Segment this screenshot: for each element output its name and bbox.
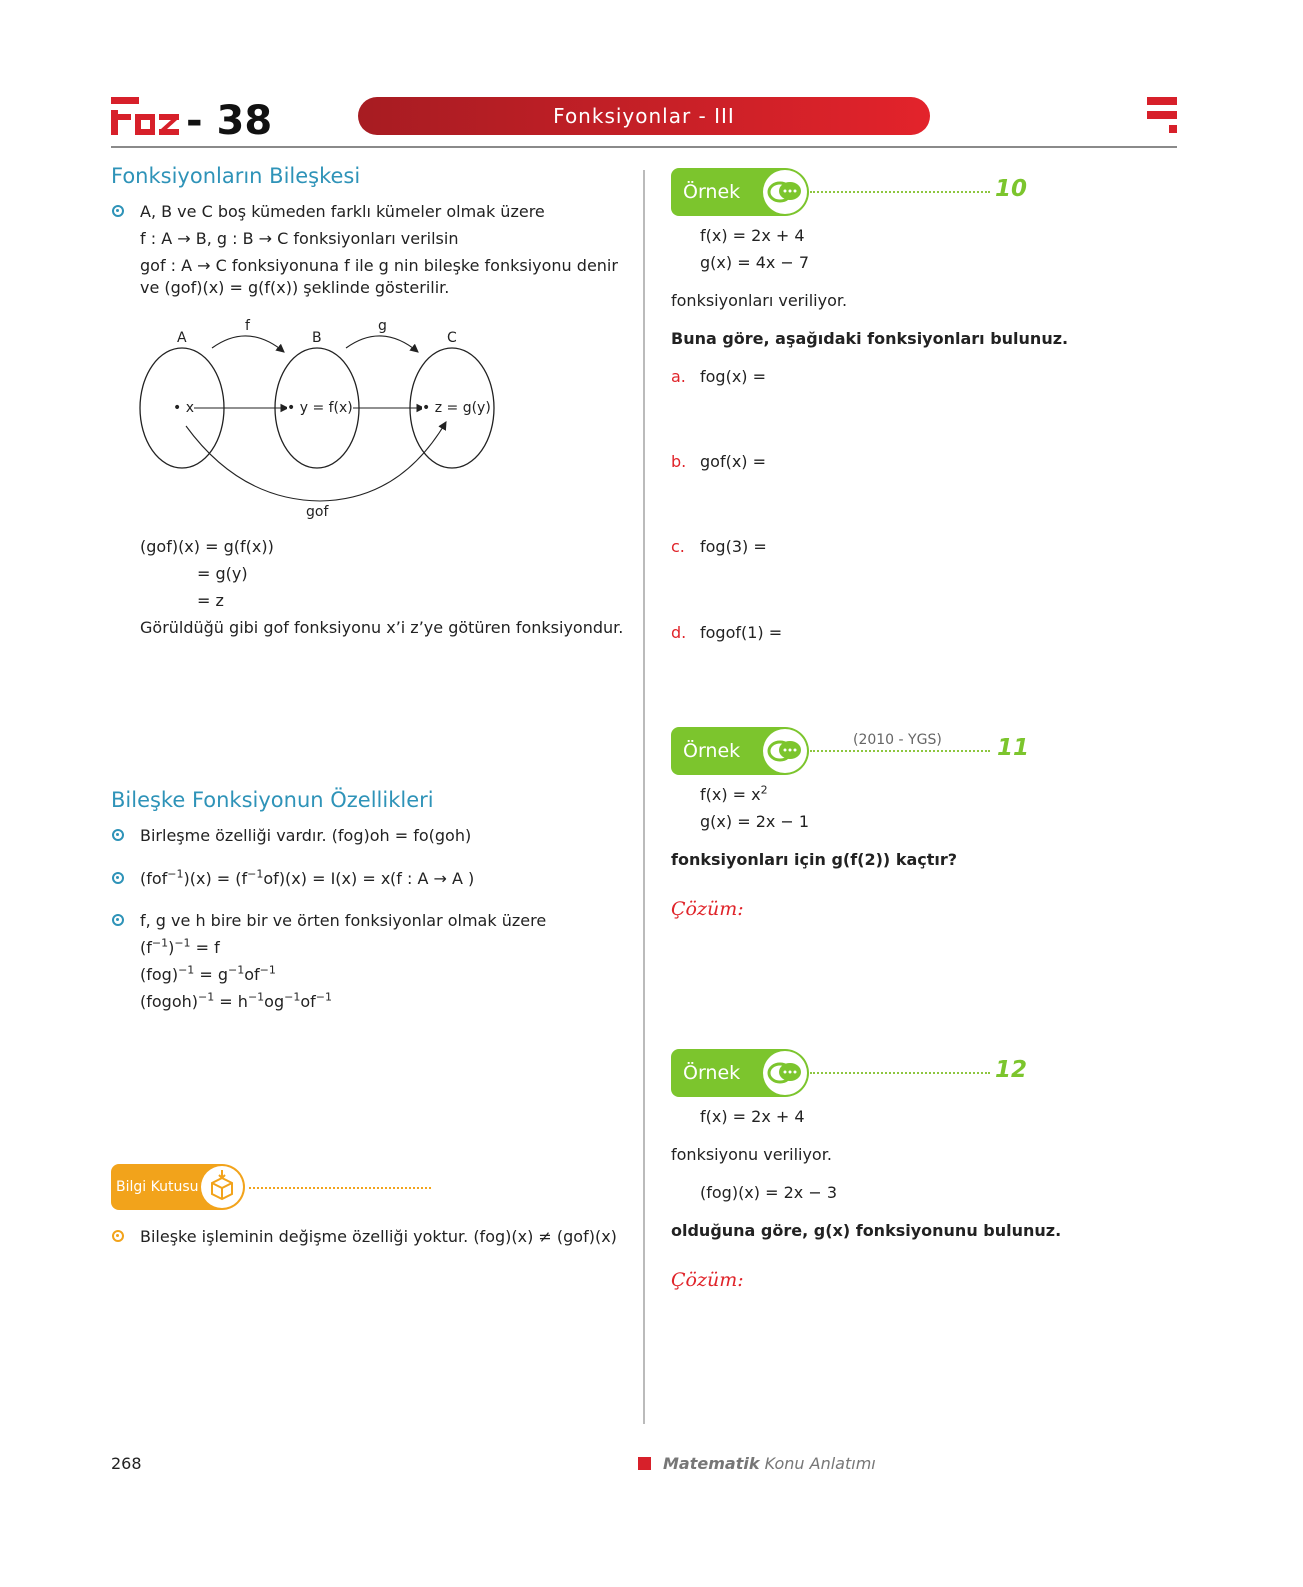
conclusion-text: Görüldüğü gibi gof fonksiyonu x’i z’ye götüren fonksiyondur. bbox=[140, 618, 624, 637]
equation-1: (gof)(x) = g(f(x)) bbox=[140, 537, 274, 556]
text-part: )(x) = (f bbox=[183, 869, 248, 888]
ex11-f bbox=[700, 785, 768, 805]
diagram-label-c: C bbox=[447, 330, 457, 346]
ex12-f: f(x) = 2x + 4 bbox=[700, 1107, 805, 1126]
property-bijective: f, g ve h bire bir ve örten fonksiyonlar olmak üzere bbox=[140, 911, 547, 930]
superscript: −1 bbox=[167, 867, 184, 881]
text-part: of bbox=[244, 965, 260, 984]
example-12-badge bbox=[671, 1049, 809, 1097]
ex12-solution-label: Çözüm: bbox=[671, 1269, 744, 1291]
speech-bubbles-icon bbox=[763, 1051, 807, 1095]
intro-line-3: gof : A → C fonksiyonuna f ile g nin bileşke fonksiyonu denir bbox=[140, 256, 618, 275]
ex12-equation: (fog)(x) = 2x − 3 bbox=[700, 1183, 837, 1202]
chapter-title-bar bbox=[358, 97, 930, 135]
ex10-item-b-letter: b. bbox=[671, 452, 687, 471]
ex10-item-c-text: fog(3) = bbox=[700, 537, 767, 556]
example-11-dotline bbox=[810, 750, 990, 752]
info-text: Bileşke işleminin değişme özelliği yoktur. (fog)(x) ≠ (gof)(x) bbox=[140, 1227, 617, 1246]
example-label: Örnek bbox=[683, 1062, 741, 1084]
ex10-given: fonksiyonları veriliyor. bbox=[671, 291, 848, 310]
example-11-number: 11 bbox=[997, 735, 1030, 761]
superscript: 2 bbox=[760, 783, 768, 797]
superscript: −1 bbox=[259, 963, 276, 977]
text-part: = g bbox=[194, 965, 229, 984]
equation-3: = z bbox=[197, 591, 224, 610]
superscript: −1 bbox=[178, 963, 195, 977]
text-part: of)(x) = I(x) = x bbox=[263, 869, 391, 888]
example-10-badge bbox=[671, 168, 809, 216]
composition-diagram bbox=[130, 310, 510, 530]
corner-logo bbox=[1147, 97, 1177, 137]
diagram-label-f: f bbox=[245, 318, 250, 334]
example-12-dotline bbox=[810, 1072, 990, 1074]
bullet-icon bbox=[112, 914, 124, 926]
footer-subject: Matematik bbox=[663, 1454, 760, 1473]
header-rule bbox=[111, 146, 1177, 148]
chapter-title: Fonksiyonlar - III bbox=[553, 104, 735, 128]
intro-line-2: f : A → B, g : B → C fonksiyonları verilsin bbox=[140, 229, 459, 248]
example-10-number: 10 bbox=[995, 176, 1028, 202]
superscript: −1 bbox=[284, 990, 301, 1004]
text-part: ) bbox=[168, 938, 175, 957]
ex10-item-d-text: fogof(1) = bbox=[700, 623, 783, 642]
inverse-rule-3 bbox=[140, 992, 332, 1012]
ex11-solution-label: Çözüm: bbox=[671, 898, 744, 920]
ex10-item-b-text: gof(x) = bbox=[700, 452, 767, 471]
equation-2: = g(y) bbox=[197, 564, 248, 583]
text-part: = f bbox=[190, 938, 220, 957]
example-10-dotline bbox=[810, 191, 990, 193]
ex10-question: Buna göre, aşağıdaki fonksiyonları bulunuz. bbox=[671, 329, 1069, 348]
property-inverse-domain: (f : A → A ) bbox=[390, 869, 475, 888]
footer-square-icon bbox=[638, 1457, 651, 1470]
ex10-item-a-text: fog(x) = bbox=[700, 367, 767, 386]
info-box-badge bbox=[111, 1164, 245, 1210]
superscript: −1 bbox=[198, 990, 215, 1004]
ex12-question: olduğuna göre, g(x) fonksiyonunu bulunuz. bbox=[671, 1221, 1062, 1240]
text-part: (fogoh) bbox=[140, 992, 198, 1011]
ex11-question: fonksiyonları için g(f(2)) kaçtır? bbox=[671, 850, 958, 869]
diagram-label-b: B bbox=[312, 330, 322, 346]
example-label: Örnek bbox=[683, 181, 741, 203]
ex10-item-a-letter: a. bbox=[671, 367, 686, 386]
diagram-label-g: g bbox=[378, 318, 387, 334]
property-associative: Birleşme özelliği vardır. (fog)oh = fo(goh) bbox=[140, 826, 472, 845]
bullet-icon bbox=[112, 872, 124, 884]
ex10-item-c-letter: c. bbox=[671, 537, 685, 556]
diagram-label-gof: gof bbox=[306, 504, 329, 520]
bullet-icon bbox=[112, 205, 124, 217]
footer-book-title bbox=[663, 1454, 876, 1474]
column-divider bbox=[643, 170, 645, 1424]
example-11-badge bbox=[671, 727, 809, 775]
diagram-elem-x: • x bbox=[173, 400, 194, 416]
ex12-given: fonksiyonu veriliyor. bbox=[671, 1145, 832, 1164]
superscript: −1 bbox=[315, 990, 332, 1004]
speech-bubbles-icon bbox=[763, 170, 807, 214]
ex11-g: g(x) = 2x − 1 bbox=[700, 812, 810, 831]
text-part: og bbox=[264, 992, 285, 1011]
ex10-f: f(x) = 2x + 4 bbox=[700, 226, 805, 245]
speech-bubbles-icon bbox=[763, 729, 807, 773]
ex10-item-d-letter: d. bbox=[671, 623, 687, 642]
section-title-composition: Fonksiyonların Bileşkesi bbox=[111, 164, 361, 188]
superscript: −1 bbox=[228, 963, 245, 977]
bullet-icon bbox=[112, 829, 124, 841]
arrow-g bbox=[346, 336, 418, 352]
text-part: (fog) bbox=[140, 965, 179, 984]
footer-title: Konu Anlatımı bbox=[764, 1454, 876, 1473]
inverse-rule-1 bbox=[140, 938, 220, 958]
superscript: −1 bbox=[174, 936, 191, 950]
superscript: −1 bbox=[247, 990, 265, 1004]
info-box-label: Bilgi Kutusu bbox=[116, 1179, 199, 1195]
text-part: of bbox=[300, 992, 316, 1011]
superscript: −1 bbox=[247, 867, 264, 881]
text-part: (f bbox=[140, 938, 152, 957]
inverse-rule-2 bbox=[140, 965, 276, 985]
diagram-elem-y: • y = f(x) bbox=[287, 400, 353, 416]
example-label: Örnek bbox=[683, 740, 741, 762]
info-box-dotline bbox=[249, 1187, 431, 1189]
box-icon bbox=[201, 1166, 243, 1208]
arrow-gof bbox=[186, 422, 446, 501]
chapter-number: - 38 bbox=[186, 98, 273, 144]
example-12-number: 12 bbox=[995, 1057, 1028, 1083]
diagram-label-a: A bbox=[177, 330, 187, 346]
text-part: = h bbox=[214, 992, 248, 1011]
page-number: 268 bbox=[111, 1454, 142, 1473]
arrow-f bbox=[212, 336, 284, 352]
ex10-g: g(x) = 4x − 7 bbox=[700, 253, 810, 272]
property-inverse-identity bbox=[140, 869, 390, 889]
intro-line-4: ve (gof)(x) = g(f(x)) şeklinde gösterilir. bbox=[140, 278, 450, 297]
brand-logo bbox=[111, 97, 181, 135]
diagram-elem-z: • z = g(y) bbox=[422, 400, 491, 416]
superscript: −1 bbox=[151, 936, 169, 950]
faz-logo-icon bbox=[111, 97, 181, 135]
faz-corner-icon bbox=[1147, 97, 1177, 137]
text-part: (fof bbox=[140, 869, 168, 888]
example-11-source: (2010 - YGS) bbox=[853, 732, 942, 748]
bullet-icon bbox=[112, 1230, 124, 1242]
intro-line-1: A, B ve C boş kümeden farklı kümeler olmak üzere bbox=[140, 202, 545, 221]
text-part: f(x) = x bbox=[700, 785, 761, 804]
section-title-properties: Bileşke Fonksiyonun Özellikleri bbox=[111, 788, 434, 812]
